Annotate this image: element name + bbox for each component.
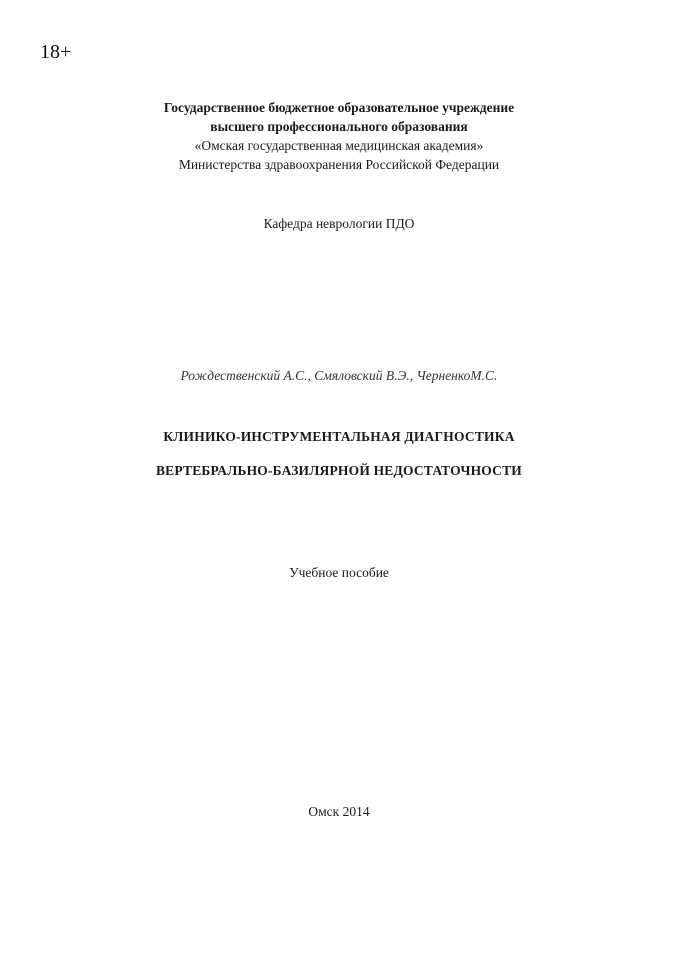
institution-line-3: «Омская государственная медицинская академия»: [194, 138, 484, 153]
institution-line-1: Государственное бюджетное образовательное учреждение: [163, 100, 515, 115]
title-line-1: КЛИНИКО-ИНСТРУМЕНТАЛЬНАЯ ДИАГНОСТИКА: [163, 429, 515, 444]
title-line-2: ВЕРТЕБРАЛЬНО-БАЗИЛЯРНОЙ НЕДОСТАТОЧНОСТИ: [155, 463, 523, 478]
institution-line-2: высшего профессионального образования: [210, 119, 468, 134]
city-year: Омск 2014: [308, 804, 370, 819]
authors: Рождественский А.С., Смяловский В.Э., ЧерненкоМ.С.: [180, 368, 498, 383]
department: Кафедра неврологии ПДО: [263, 216, 415, 231]
institution-line-4: Министерства здравоохранения Российской Федерации: [178, 157, 500, 172]
document-type: Учебное пособие: [289, 565, 389, 580]
age-rating: 18+: [40, 41, 72, 63]
institution-block: [0, 98, 678, 174]
